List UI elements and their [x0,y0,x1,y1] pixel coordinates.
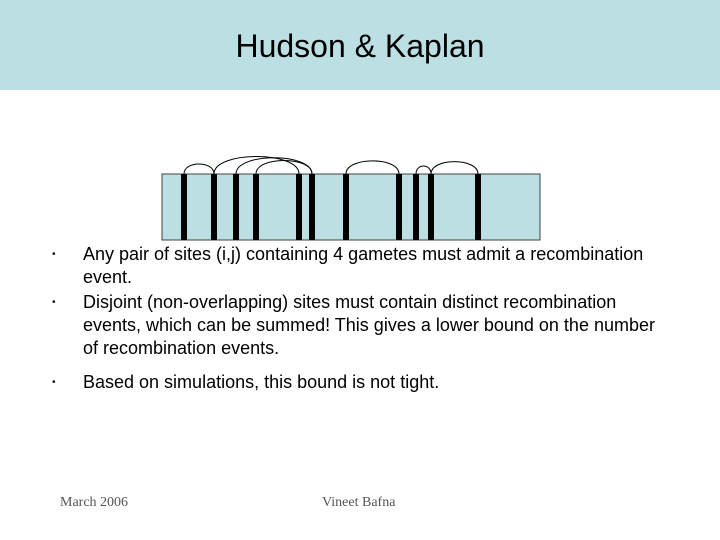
footer-date: March 2006 [60,495,129,510]
bullet-text: Based on simulations, this bound is not tight. [83,372,440,392]
bullet-text: Disjoint (non-overlapping) sites must contain distinct recombination events, which can be summed! This gives a lower bound on the number of recombination events. [83,292,655,358]
bullet-list [52,243,672,394]
bullet-item [52,243,672,289]
haplotype-box [162,174,540,240]
slide-title: Hudson & Kaplan [235,28,485,64]
bullet-marker: • [52,249,56,260]
bullet-marker: • [52,377,56,388]
bullet-item [52,291,672,360]
recombination-sites-diagram [150,148,550,244]
recombination-arc [346,161,399,174]
recombination-arc [184,164,214,174]
recombination-arc [416,166,431,174]
footer-author: Vineet Bafna [322,495,396,510]
title-bar [0,0,720,90]
recombination-arc [236,158,312,174]
recombination-arc [431,162,478,174]
bullet-marker: • [52,297,56,308]
bullet-text: Any pair of sites (i,j) containing 4 gametes must admit a recombination event. [83,244,644,287]
bullet-item [52,371,672,394]
recombination-arc [256,160,312,174]
